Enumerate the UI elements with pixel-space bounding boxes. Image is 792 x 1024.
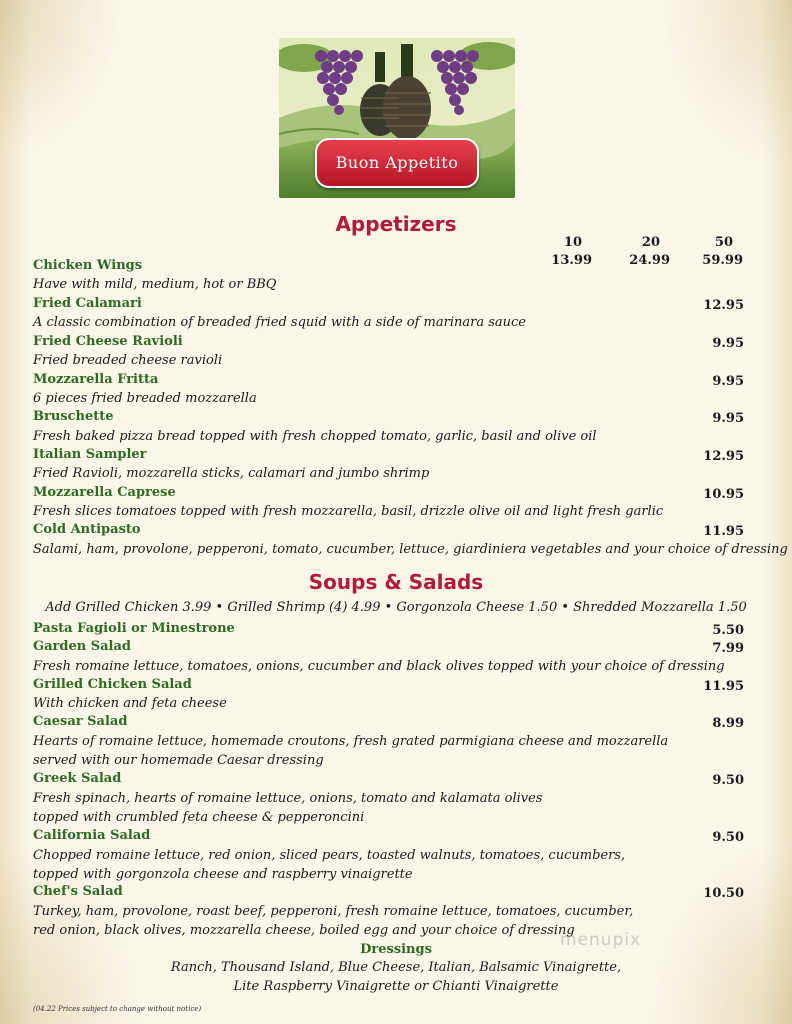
item-desc-caesar-salad-line2: served with our homemade Caesar dressing xyxy=(33,753,324,768)
item-name-pasta-fagioli: Pasta Fagioli or Minestrone xyxy=(33,621,235,636)
dressings-line-2: Lite Raspberry Vinaigrette or Chianti Vinaigrette xyxy=(233,979,559,994)
item-name-garden-salad: Garden Salad xyxy=(33,639,131,654)
item-desc-greek-salad-line2: topped with crumbled feta cheese & pepperoncini xyxy=(33,810,365,825)
item-desc-bruschette: Fresh baked pizza bread topped with fresh chopped tomato, garlic, basil and olive oil xyxy=(33,429,597,444)
item-desc-cold-antipasto: Salami, ham, provolone, pepperoni, tomato, cucumber, lettuce, giardiniera vegetables and your choice of dressing xyxy=(33,542,788,557)
dressings-title: Dressings xyxy=(360,942,432,957)
item-desc-fried-calamari: A classic combination of breaded fried squid with a side of marinara sauce xyxy=(33,315,526,330)
item-name-grilled-chicken-salad: Grilled Chicken Salad xyxy=(33,677,192,692)
item-desc-caesar-salad-line1: Hearts of romaine lettuce, homemade croutons, fresh grated parmigiana cheese and mozzarella xyxy=(33,734,669,749)
item-desc-grilled-chicken-salad: With chicken and feta cheese xyxy=(33,696,227,711)
price-cold-antipasto: 11.95 xyxy=(703,524,744,539)
price-caesar-salad: 8.99 xyxy=(712,716,744,731)
item-desc-chefs-salad-line1: Turkey, ham, provolone, roast beef, pepperoni, fresh romaine lettuce, tomatoes, cucumber, xyxy=(33,904,634,919)
logo-badge-text: Buon Appetito xyxy=(315,138,479,188)
menupix-watermark: menupix xyxy=(560,930,642,950)
item-desc-california-salad-line1: Chopped romaine lettuce, red onion, sliced pears, toasted walnuts, tomatoes, cucumbers, xyxy=(33,848,626,863)
price-chefs-salad: 10.50 xyxy=(703,886,744,901)
price-greek-salad: 9.50 xyxy=(712,773,744,788)
item-name-mozzarella-fritta: Mozzarella Fritta xyxy=(33,372,159,387)
item-name-caesar-salad: Caesar Salad xyxy=(33,714,128,729)
price-footnote: (04.22 Prices subject to change without notice) xyxy=(33,1005,202,1013)
item-name-bruschette: Bruschette xyxy=(33,409,114,424)
item-name-greek-salad: Greek Salad xyxy=(33,771,122,786)
price-wings-20: 24.99 xyxy=(629,253,670,268)
item-name-chefs-salad: Chef's Salad xyxy=(33,884,123,899)
soups-salads-title: Soups & Salads xyxy=(308,570,484,594)
price-fried-cheese-ravioli: 9.95 xyxy=(712,336,744,351)
price-california-salad: 9.50 xyxy=(712,830,744,845)
price-wings-10: 13.99 xyxy=(551,253,592,268)
item-desc-italian-sampler: Fried Ravioli, mozzarella sticks, calamari and jumbo shrimp xyxy=(33,466,430,481)
dressings-line-1: Ranch, Thousand Island, Blue Cheese, Italian, Balsamic Vinaigrette, xyxy=(170,960,622,975)
price-italian-sampler: 12.95 xyxy=(703,449,744,464)
price-grilled-chicken-salad: 11.95 xyxy=(703,679,744,694)
price-pasta-fagioli: 5.50 xyxy=(712,623,744,638)
price-fried-calamari: 12.95 xyxy=(703,298,744,313)
item-name-mozzarella-caprese: Mozzarella Caprese xyxy=(33,485,176,500)
item-name-fried-calamari: Fried Calamari xyxy=(33,296,142,311)
wing-count-50: 50 xyxy=(714,235,733,250)
price-bruschette: 9.95 xyxy=(712,411,744,426)
item-desc-chicken-wings: Have with mild, medium, hot or BBQ xyxy=(33,277,277,292)
item-desc-california-salad-line2: topped with gorgonzola cheese and raspberry vinaigrette xyxy=(33,867,413,882)
price-mozzarella-caprese: 10.95 xyxy=(703,487,744,502)
wing-count-10: 10 xyxy=(563,235,582,250)
price-wings-50: 59.99 xyxy=(702,253,743,268)
item-desc-mozzarella-fritta: 6 pieces fried breaded mozzarella xyxy=(33,391,257,406)
salad-addons-line: Add Grilled Chicken 3.99 • Grilled Shrimp (4) 4.99 • Gorgonzola Cheese 1.50 • Shredded Mozzarella 1.50 xyxy=(45,600,747,615)
item-name-fried-cheese-ravioli: Fried Cheese Ravioli xyxy=(33,334,183,349)
item-name-california-salad: California Salad xyxy=(33,828,151,843)
wing-count-20: 20 xyxy=(641,235,660,250)
price-mozzarella-fritta: 9.95 xyxy=(712,374,744,389)
item-desc-mozzarella-caprese: Fresh slices tomatoes topped with fresh mozzarella, basil, drizzle olive oil and light fresh garlic xyxy=(33,504,664,519)
item-name-cold-antipasto: Cold Antipasto xyxy=(33,522,141,537)
item-desc-greek-salad-line1: Fresh spinach, hearts of romaine lettuce, onions, tomato and kalamata olives xyxy=(33,791,543,806)
item-name-chicken-wings: Chicken Wings xyxy=(33,258,143,273)
item-desc-fried-cheese-ravioli: Fried breaded cheese ravioli xyxy=(33,353,223,368)
item-desc-chefs-salad-line2: red onion, black olives, mozzarella cheese, boiled egg and your choice of dressing xyxy=(33,923,575,938)
item-desc-garden-salad: Fresh romaine lettuce, tomatoes, onions, cucumber and black olives topped with your choice of dressing xyxy=(33,659,725,674)
item-name-italian-sampler: Italian Sampler xyxy=(33,447,147,462)
appetizers-title: Appetizers xyxy=(335,212,457,236)
logo-image xyxy=(279,38,515,198)
price-garden-salad: 7.99 xyxy=(712,641,744,656)
